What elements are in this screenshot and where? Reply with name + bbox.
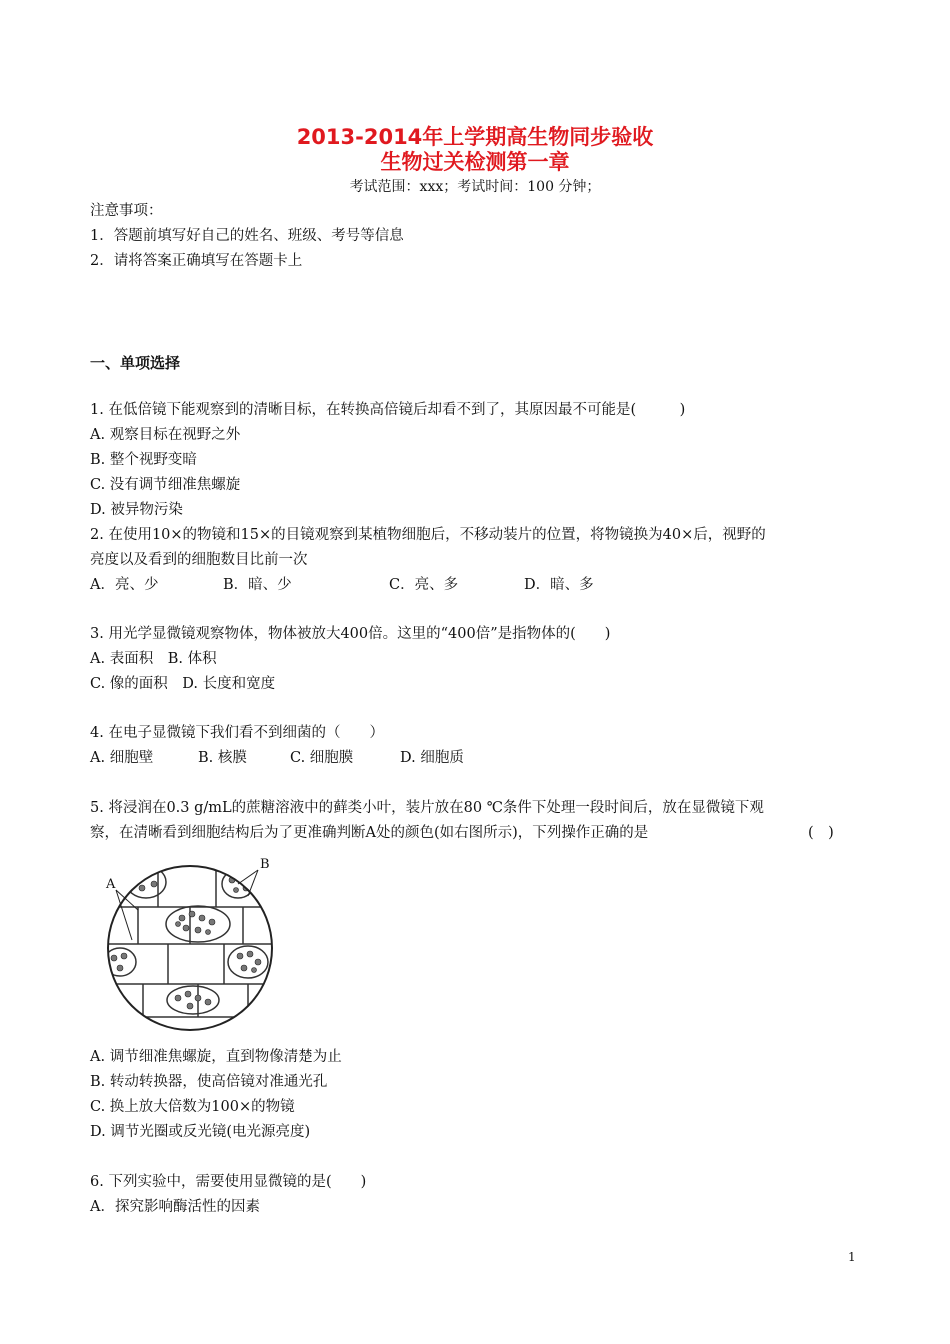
question-4-option-d: D. 细胞质 <box>400 750 464 766</box>
question-4-option-b: B. 核膜 <box>198 750 247 766</box>
question-5-option-d: D. 调节光圈或反光镜(电光源亮度) <box>90 1124 311 1140</box>
page-subtitle: 生物过关检测第一章 <box>380 150 570 174</box>
question-5-answer-paren: ( ) <box>808 825 834 841</box>
question-6-stem: 6. 下列实验中，需要使用显微镜的是( ) <box>90 1174 367 1190</box>
question-2-option-b: B．暗、少 <box>223 577 292 593</box>
section-title: 一、单项选择 <box>90 354 181 372</box>
question-1-option-c: C. 没有调节细准焦螺旋 <box>90 477 241 493</box>
question-4-option-c: C. 细胞膜 <box>290 750 354 766</box>
question-5-stem-line1: 5. 将浸润在0.3 g/mL的蔗糖溶液中的藓类小叶，装片放在80 ℃条件下处理一段时间后，放在显微镜下观 <box>90 800 764 816</box>
question-4-options <box>90 748 464 768</box>
note-item: 1．答题前填写好自己的姓名、班级、考号等信息 <box>90 228 404 244</box>
exam-info: 考试范围：xxx；考试时间：100 分钟； <box>349 179 601 195</box>
question-3-stem: 3. 用光学显微镜观察物体，物体被放大400倍。这里的“400倍”是指物体的( ) <box>90 626 611 642</box>
question-5-option-b: B. 转动转换器，使高倍镜对准通光孔 <box>90 1074 328 1090</box>
note-item: 2．请将答案正确填写在答题卡上 <box>90 253 303 269</box>
question-2-stem-line2: 亮度以及看到的细胞数目比前一次 <box>90 552 308 568</box>
question-4-stem: 4. 在电子显微镜下我们看不到细菌的（ ） <box>90 725 384 741</box>
question-3-options-line1: A. 表面积 B. 体积 <box>90 651 217 667</box>
question-6-option-a: A．探究影响酶活性的因素 <box>90 1199 260 1215</box>
question-1-option-a: A. 观察目标在视野之外 <box>90 427 241 443</box>
figure-label-b: B <box>260 857 270 872</box>
question-1-option-b: B. 整个视野变暗 <box>90 452 197 468</box>
question-4-option-a: A. 细胞壁 <box>90 750 154 766</box>
figure-label-a: A <box>106 877 116 892</box>
question-5-option-c: C. 换上放大倍数为100×的物镜 <box>90 1099 295 1115</box>
question-2-options <box>90 575 594 595</box>
question-2-stem-line1: 2. 在使用10×的物镜和15×的目镜观察到某植物细胞后，不移动装片的位置，将物镜换为40×后，视野的 <box>90 527 766 543</box>
cell-diagram-figure <box>98 852 298 1032</box>
question-5-stem-line2: 察，在清晰看到细胞结构后为了更准确判断A处的颜色(如右图所示)，下列操作正确的是 <box>90 825 649 841</box>
question-5-option-a: A. 调节细准焦螺旋，直到物像清楚为止 <box>90 1049 342 1065</box>
question-2-option-a: A．亮、少 <box>90 577 159 593</box>
page-number: 1 <box>848 1250 856 1264</box>
question-2-option-d: D．暗、多 <box>524 577 594 593</box>
question-2-option-c: C．亮、多 <box>389 577 459 593</box>
question-3-options-line2: C. 像的面积 D. 长度和宽度 <box>90 676 276 692</box>
notes-heading: 注意事项： <box>90 203 163 219</box>
question-1-option-d: D. 被异物污染 <box>90 502 183 518</box>
question-1-stem: 1. 在低倍镜下能观察到的清晰目标，在转换高倍镜后却看不到了，其原因最不可能是( ) <box>90 402 686 418</box>
page-title: 2013-2014年上学期高生物同步验收 <box>296 125 654 149</box>
